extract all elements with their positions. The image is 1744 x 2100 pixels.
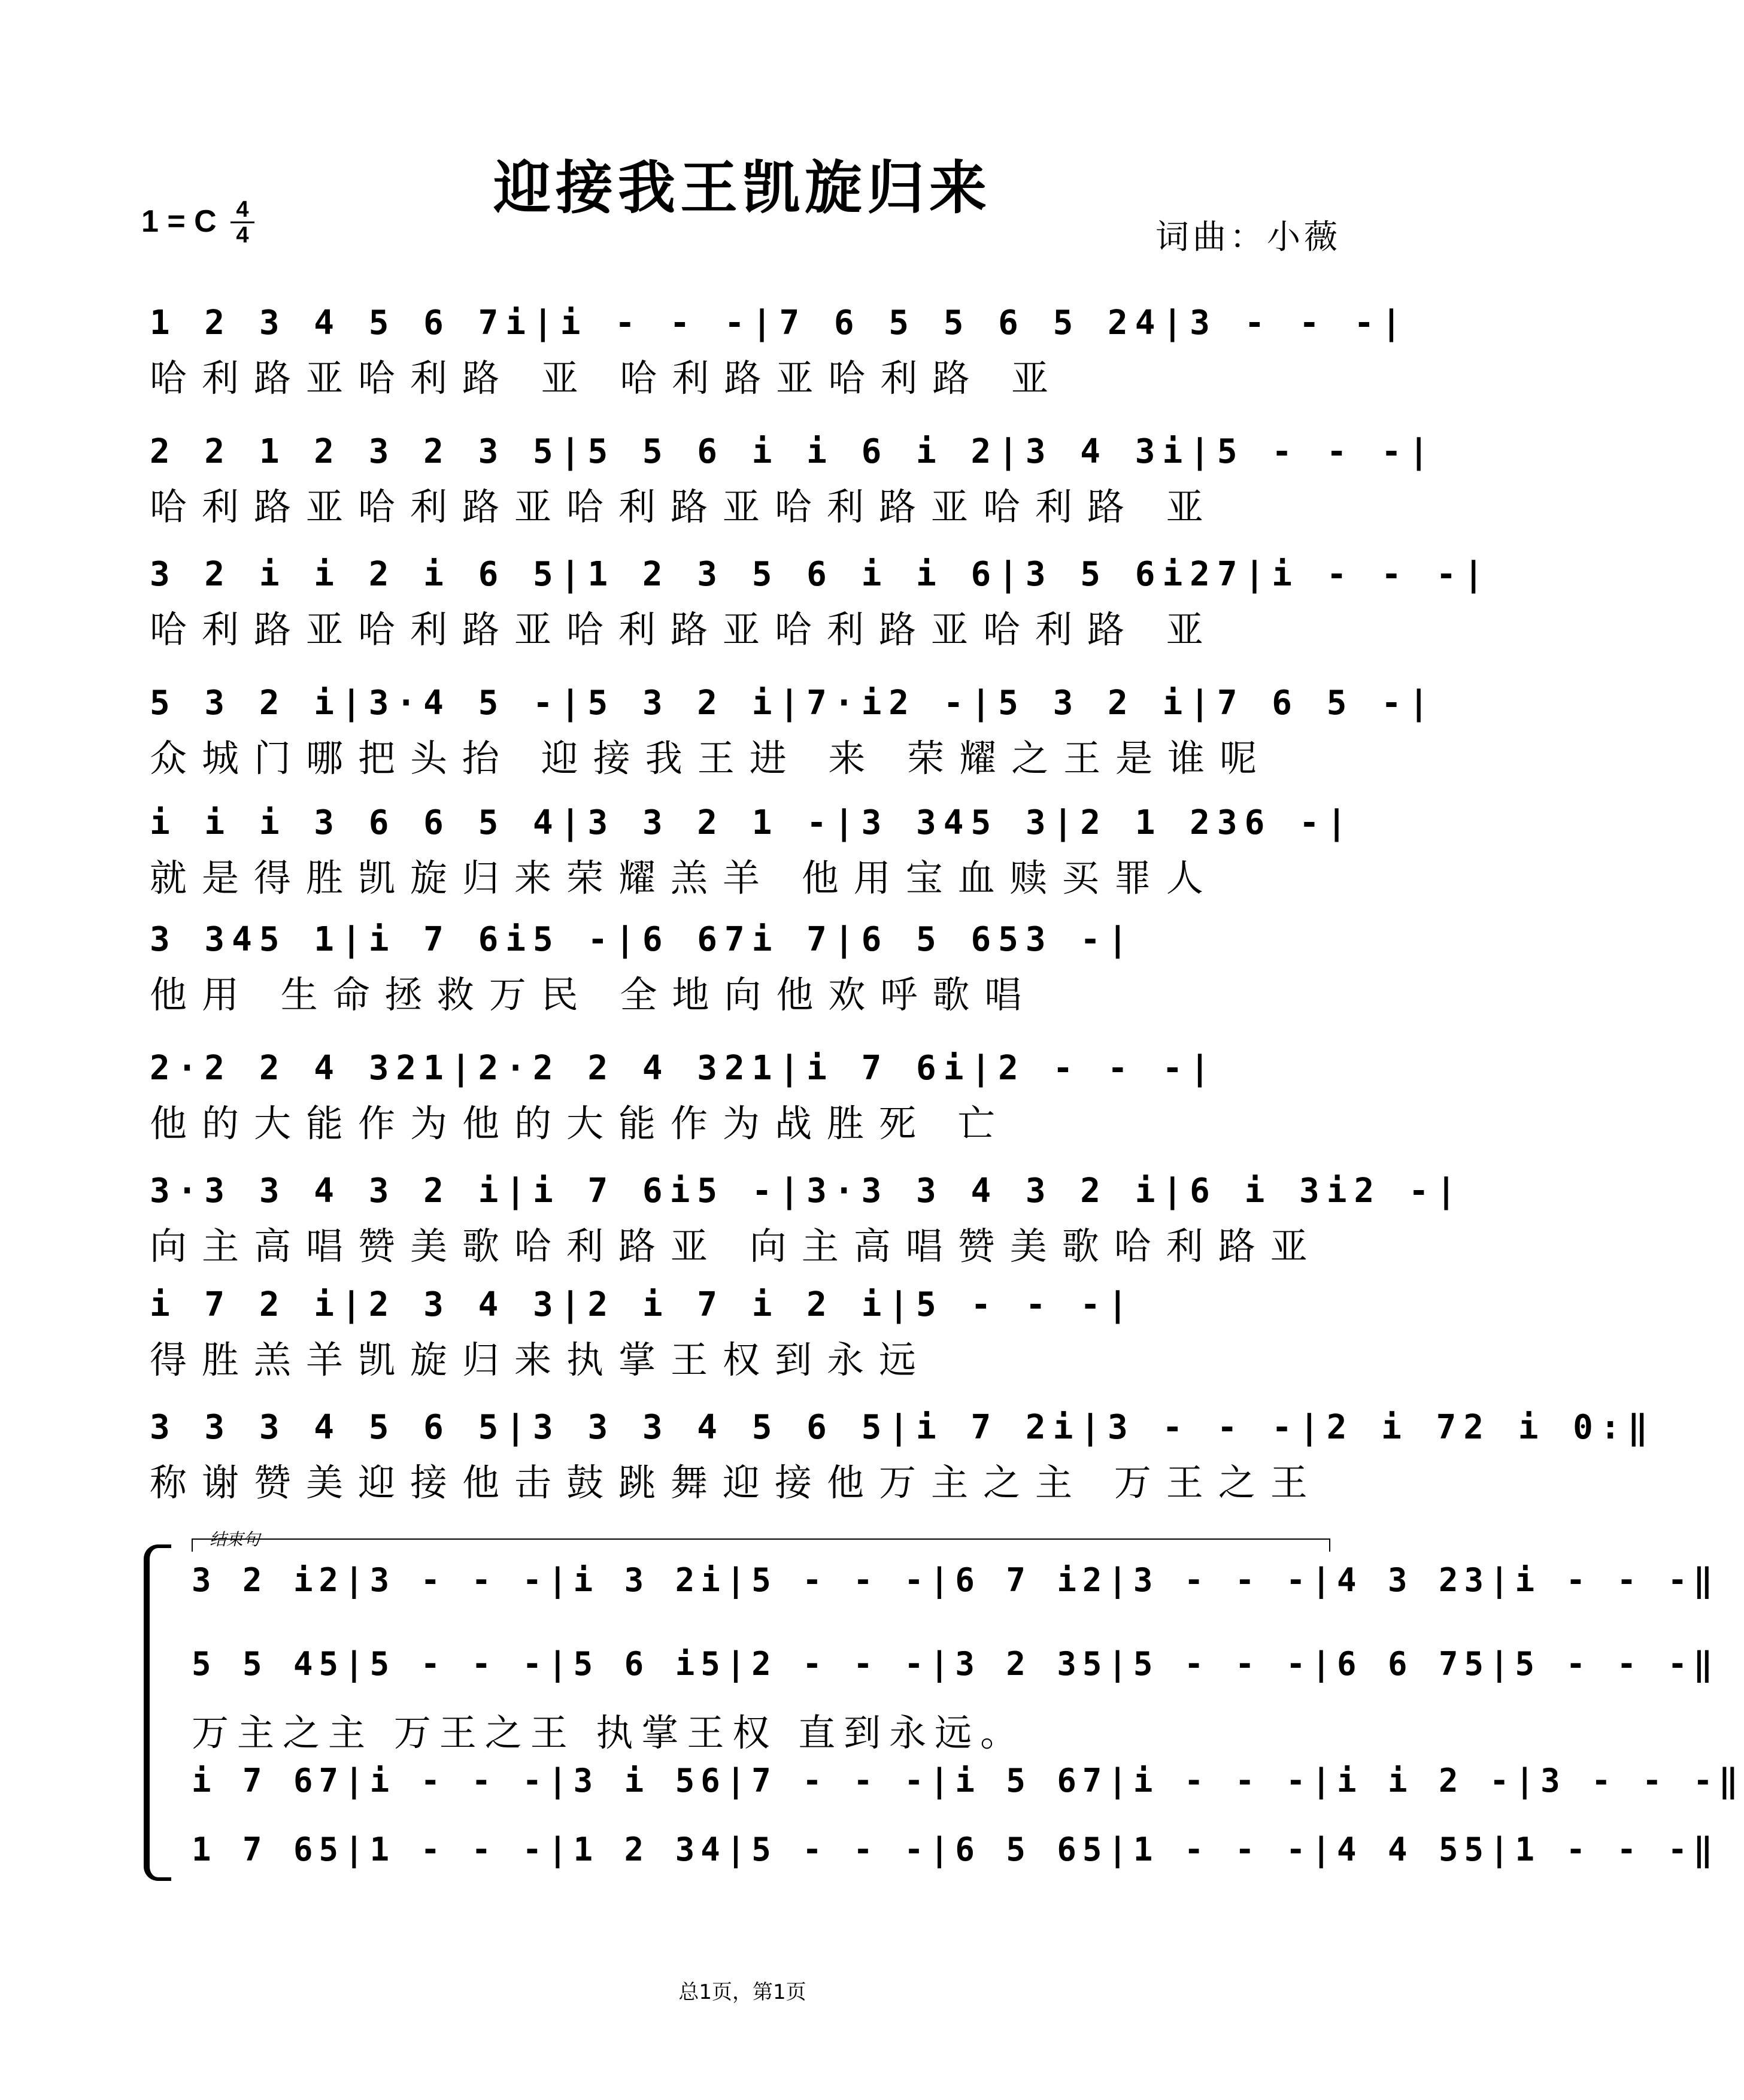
notes-line: 5 3 2 i|3·4 5 -|5 3 2 i|7·i2 -|5 3 2 i|7 6 5 -| xyxy=(150,684,1436,723)
notes-line: 3 2 i i 2 i 6 5|1 2 3 5 6 i i 6|3 5 6i27|i - - -| xyxy=(150,555,1491,594)
lyrics-line: 称谢赞美迎接他击鼓跳舞迎接他万主之主 万王之王 xyxy=(150,1461,1323,1504)
meter-bottom: 4 xyxy=(230,221,254,247)
notes-line: 3 3 3 4 5 6 5|3 3 3 4 5 6 5|i 7 2i|3 - - -|2 i 72 i 0:‖ xyxy=(150,1408,1655,1447)
meter-top: 4 xyxy=(236,197,249,222)
lyrics-line: 哈利路亚哈利路 亚 哈利路亚哈利路 亚 xyxy=(150,356,1064,400)
lyrics-line: 他的大能作为他的大能作为战胜死 亡 xyxy=(150,1101,1010,1145)
notes-line: 3·3 3 4 3 2 i|i 7 6i5 -|3·3 3 4 3 2 i|6 i 3i2 -| xyxy=(150,1172,1464,1210)
ending-bracket-right xyxy=(1329,1538,1330,1552)
page-title: 迎接我王凯旋归来 xyxy=(493,154,991,221)
ending-voice-2: 5 5 45|5 - - -|5 6 i5|2 - - -|3 2 35|5 - - -|6 6 75|5 - - -‖ xyxy=(192,1645,1719,1683)
lyrics-line: 哈利路亚哈利路亚哈利路亚哈利路亚哈利路 亚 xyxy=(150,485,1218,529)
time-signature xyxy=(230,198,254,247)
notes-line: i i i 3 6 6 5 4|3 3 2 1 -|3 345 3|2 1 236 -| xyxy=(150,803,1354,842)
system-brace xyxy=(144,1544,171,1881)
lyrics-line: 就是得胜凯旋归来荣耀羔羊 他用宝血赎买罪人 xyxy=(150,856,1218,900)
notes-line: 2·2 2 4 321|2·2 2 4 321|i 7 6i|2 - - -| xyxy=(150,1049,1217,1088)
lyrics-line: 他用 生命拯救万民 全地向他欢呼歌唱 xyxy=(150,973,1037,1016)
lyrics-line: 向主高唱赞美歌哈利路亚 向主高唱赞美歌哈利路亚 xyxy=(150,1224,1323,1268)
lyrics-line: 众城门哪把头抬 迎接我王进 来 荣耀之王是谁呢 xyxy=(150,736,1272,780)
composer-credit: 词曲：小薇 xyxy=(1155,218,1341,257)
lyrics-line: 得胜羔羊凯旋归来执掌王权到永远 xyxy=(150,1338,932,1382)
key-signature: 1 = C xyxy=(141,204,217,239)
notes-line: i 7 2 i|2 3 4 3|2 i 7 i 2 i|5 - - -| xyxy=(150,1285,1135,1324)
notes-line: 2 2 1 2 3 2 3 5|5 5 6 i i 6 i 2|3 4 3i|5 - - -| xyxy=(150,432,1436,471)
ending-voice-1: 3 2 i2|3 - - -|i 3 2i|5 - - -|6 7 i2|3 - - -|4 3 23|i - - -‖ xyxy=(192,1561,1719,1599)
notes-line: 1 2 3 4 5 6 7i|i - - -|7 6 5 5 6 5 24|3 - - -| xyxy=(150,304,1409,342)
ending-voice-3: i 7 67|i - - -|3 i 56|7 - - -|i 5 67|i - - -|i i 2 -|3 - - -‖ xyxy=(192,1762,1744,1799)
ending-bracket-left xyxy=(192,1538,193,1552)
page-footer: 总1页，第1页 xyxy=(678,1980,806,2004)
ending-label: 结束句 xyxy=(210,1530,260,1549)
ending-voice-4: 1 7 65|1 - - -|1 2 34|5 - - -|6 5 65|1 - - -|4 4 55|1 - - -‖ xyxy=(192,1831,1719,1868)
notes-line: 3 345 1|i 7 6i5 -|6 67i 7|6 5 653 -| xyxy=(150,920,1135,959)
ending-bracket xyxy=(192,1538,1329,1540)
lyrics-line: 哈利路亚哈利路亚哈利路亚哈利路亚哈利路 亚 xyxy=(150,608,1218,651)
ending-lyrics: 万主之主 万王之王 执掌王权 直到永远。 xyxy=(192,1711,1026,1755)
